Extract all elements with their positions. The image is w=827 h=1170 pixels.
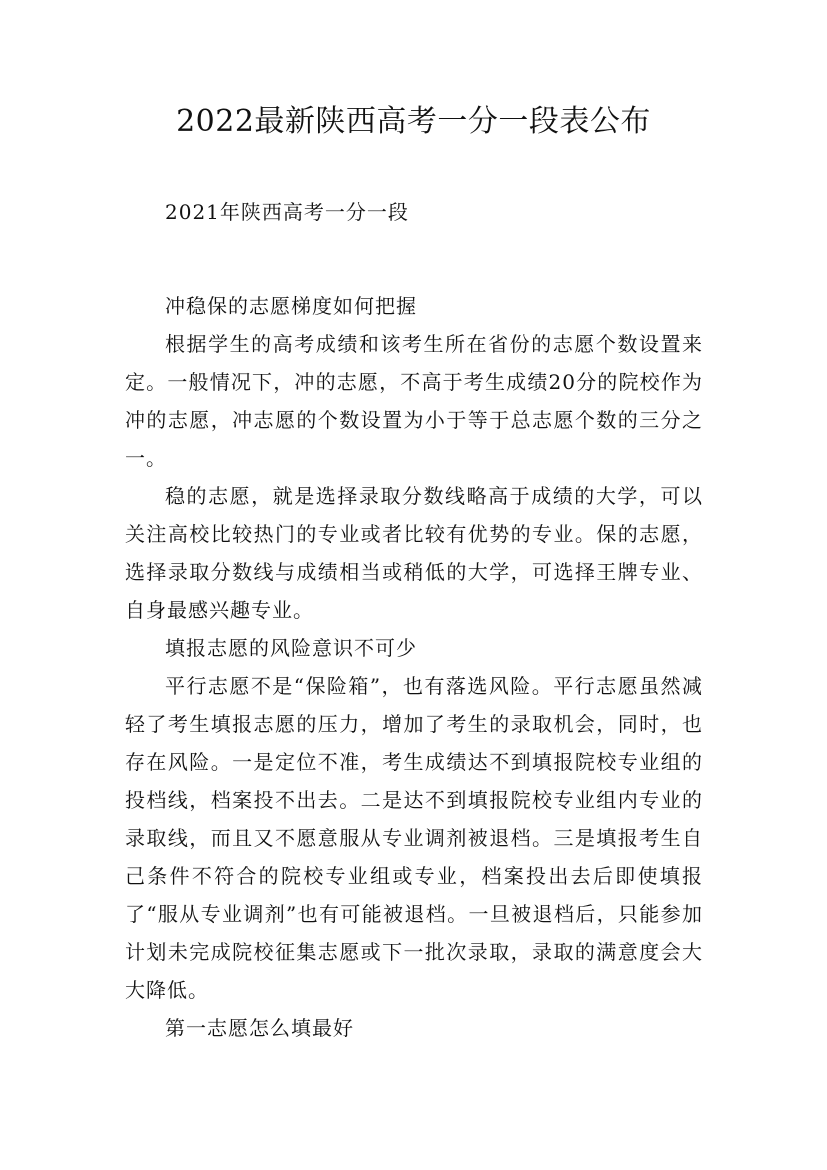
section-heading-gradient: 冲稳保的志愿梯度如何把握: [165, 294, 417, 318]
paragraph-risk: 平行志愿不是“保险箱”，也有落选风险。平行志愿虽然减轻了考生填报志愿的压力，增加了考生的录取机会，同时，也存在风险。一是定位不准，考生成绩达不到填报院校专业组的投档线，档案投不出去。二是达不到填报院校专业组内专业的录取线，而且又不愿意服从专业调剂被退档。三是填报考生自己条件不符合的院校专业组或专业，档案投出去后即使填报了“服从专业调剂”也有可能被退档。一旦被退档后，只能参加计划未完成院校征集志愿或下一批次录取，录取的满意度会大大降低。: [125, 674, 703, 1002]
paragraph-wen-bao: 稳的志愿，就是选择录取分数线略高于成绩的大学，可以关注高校比较热门的专业或者比较有优势的专业。保的志愿，选择录取分数线与成绩相当或稍低的大学，可选择王牌专业、自身最感兴趣专业。: [125, 484, 703, 622]
blank-line: [125, 231, 703, 287]
document-body: [125, 193, 703, 1047]
paragraph-chong-setting: 根据学生的高考成绩和该考生所在省份的志愿个数设置来定。一般情况下，冲的志愿，不高于考生成绩20分的院校作为冲的志愿，冲志愿的个数设置为小于等于总志愿个数的三分之一。: [125, 332, 703, 470]
section-heading-risk: 填报志愿的风险意识不可少: [165, 636, 417, 660]
section-heading-first-choice: 第一志愿怎么填最好: [165, 1016, 354, 1040]
document-subtitle: 2021年陕西高考一分一段: [165, 200, 409, 224]
document-title: 2022最新陕西高考一分一段表公布: [176, 104, 651, 139]
